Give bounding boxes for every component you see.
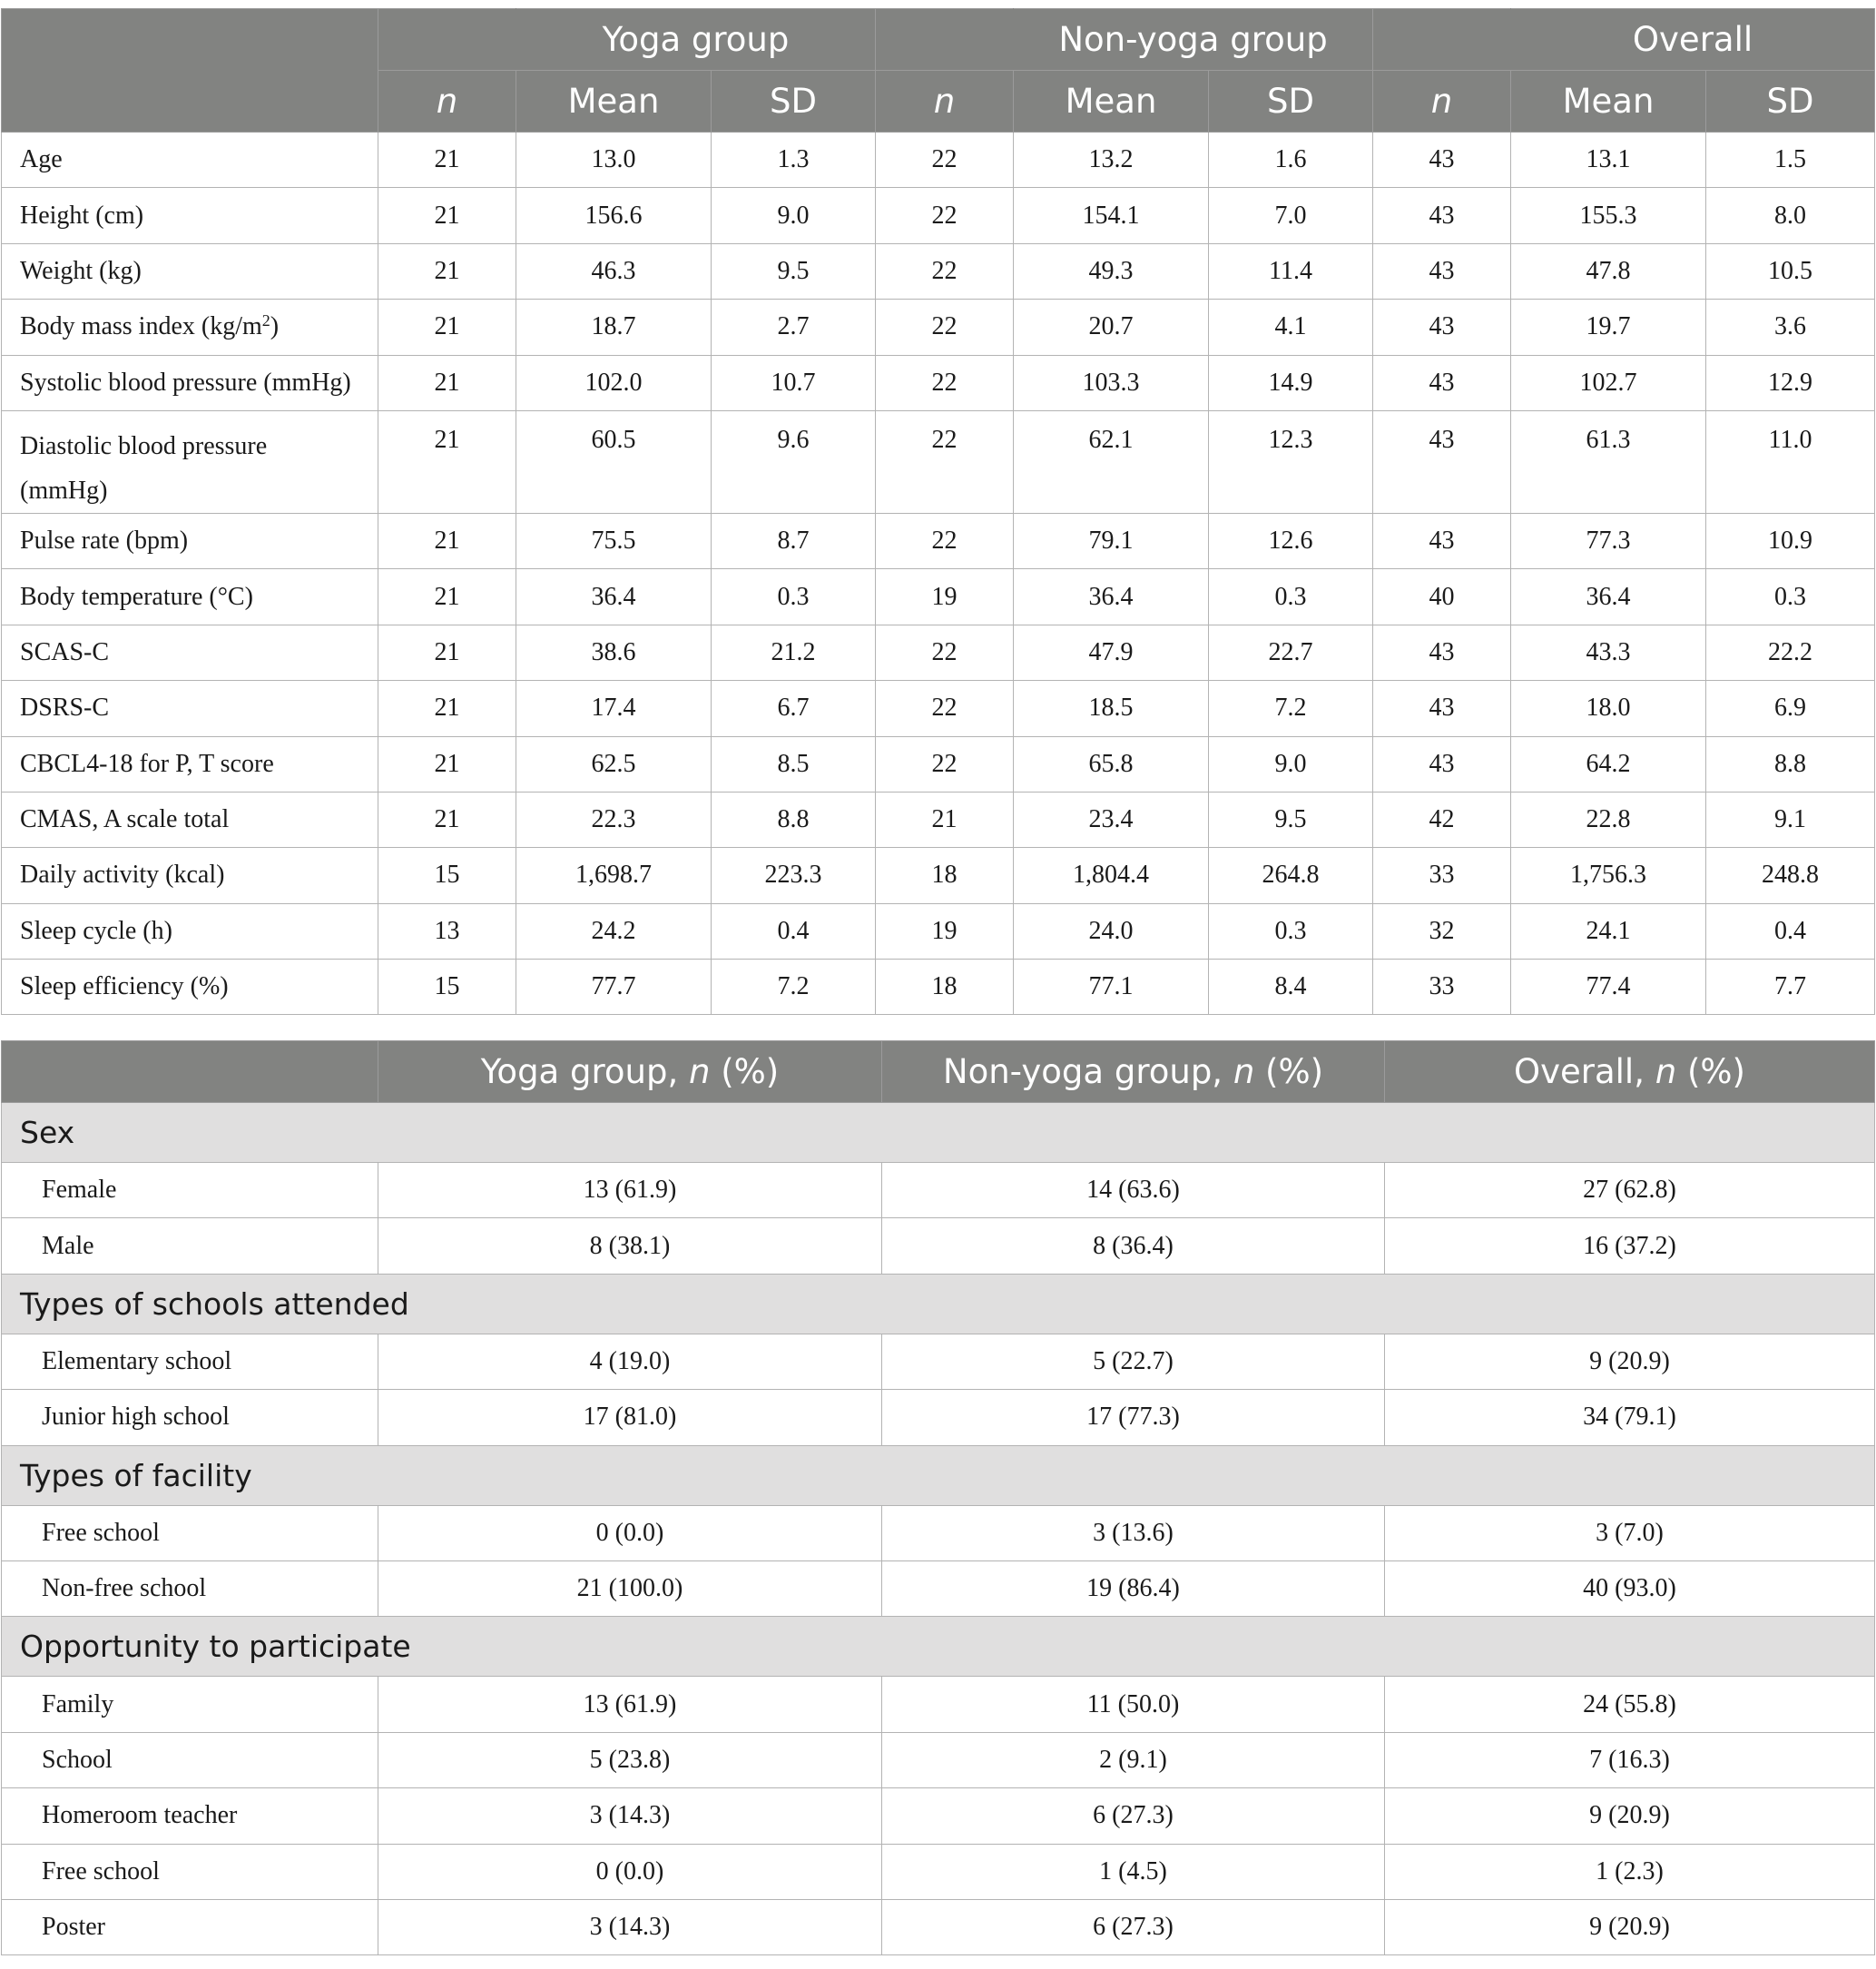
- value-cell: 9 (20.9): [1385, 1899, 1875, 1954]
- value-cell: 4.1: [1209, 300, 1373, 355]
- value-cell: 14 (63.6): [882, 1163, 1385, 1218]
- value-cell: 22: [876, 681, 1014, 736]
- value-cell: 13: [378, 903, 516, 959]
- row-label: Height (cm): [2, 188, 378, 243]
- row-label: Body temperature (°C): [2, 569, 378, 625]
- value-cell: 1 (2.3): [1385, 1844, 1875, 1899]
- row-label: CBCL4-18 for P, T score: [2, 736, 378, 792]
- value-cell: 155.3: [1511, 188, 1706, 243]
- value-cell: 23.4: [1014, 792, 1209, 847]
- value-cell: 3 (14.3): [378, 1899, 882, 1954]
- value-cell: 0.4: [712, 903, 876, 959]
- table-row: [2, 410, 1875, 513]
- value-cell: 43.3: [1511, 625, 1706, 680]
- value-cell: 36.4: [516, 569, 712, 625]
- value-cell: 3 (13.6): [882, 1505, 1385, 1560]
- value-cell: 7.2: [1209, 681, 1373, 736]
- value-cell: 3 (14.3): [378, 1788, 882, 1844]
- value-cell: 103.3: [1014, 355, 1209, 410]
- value-cell: 2 (9.1): [882, 1732, 1385, 1787]
- value-cell: 9.0: [712, 188, 876, 243]
- group-header: Yoga group: [516, 9, 876, 71]
- value-cell: 33: [1373, 960, 1511, 1015]
- group-header: Overall: [1511, 9, 1875, 71]
- value-cell: 1,804.4: [1014, 848, 1209, 903]
- value-cell: 22: [876, 625, 1014, 680]
- row-label: Age: [2, 133, 378, 188]
- table-row: [2, 1505, 1875, 1560]
- value-cell: 10.5: [1706, 243, 1875, 299]
- table-row: [2, 848, 1875, 903]
- value-cell: 24 (55.8): [1385, 1677, 1875, 1732]
- value-cell: 43: [1373, 355, 1511, 410]
- value-cell: 34 (79.1): [1385, 1390, 1875, 1445]
- header-spacer: [876, 9, 1014, 71]
- value-cell: 38.6: [516, 625, 712, 680]
- value-cell: 15: [378, 960, 516, 1015]
- value-cell: 43: [1373, 625, 1511, 680]
- section-title: Types of facility: [2, 1445, 1875, 1505]
- value-cell: 6 (27.3): [882, 1788, 1385, 1844]
- value-cell: 1.3: [712, 133, 876, 188]
- table-row: [2, 1163, 1875, 1218]
- value-cell: 0.3: [1706, 569, 1875, 625]
- value-cell: 43: [1373, 133, 1511, 188]
- value-cell: 18.0: [1511, 681, 1706, 736]
- value-cell: 264.8: [1209, 848, 1373, 903]
- value-cell: 7 (16.3): [1385, 1732, 1875, 1787]
- value-cell: 8.7: [712, 513, 876, 568]
- value-cell: 47.9: [1014, 625, 1209, 680]
- value-cell: 17.4: [516, 681, 712, 736]
- value-cell: 21: [876, 792, 1014, 847]
- table-row: [2, 1899, 1875, 1954]
- value-cell: 7.7: [1706, 960, 1875, 1015]
- value-cell: 0.3: [1209, 903, 1373, 959]
- value-cell: 21: [378, 513, 516, 568]
- table-row: [2, 736, 1875, 792]
- value-cell: 21.2: [712, 625, 876, 680]
- value-cell: 36.4: [1014, 569, 1209, 625]
- table-row: [2, 1677, 1875, 1732]
- value-cell: 77.3: [1511, 513, 1706, 568]
- table-row: [2, 300, 1875, 355]
- value-cell: 14.9: [1209, 355, 1373, 410]
- value-cell: 61.3: [1511, 410, 1706, 513]
- value-cell: 9.5: [712, 243, 876, 299]
- table-row: [2, 355, 1875, 410]
- value-cell: 22.8: [1511, 792, 1706, 847]
- value-cell: 22.3: [516, 792, 712, 847]
- value-cell: 22: [876, 513, 1014, 568]
- value-cell: 22: [876, 300, 1014, 355]
- value-cell: 77.1: [1014, 960, 1209, 1015]
- row-label: Systolic blood pressure (mmHg): [2, 355, 378, 410]
- value-cell: 15: [378, 848, 516, 903]
- value-cell: 20.7: [1014, 300, 1209, 355]
- value-cell: 43: [1373, 513, 1511, 568]
- value-cell: 13.1: [1511, 133, 1706, 188]
- value-cell: 248.8: [1706, 848, 1875, 903]
- value-cell: 77.7: [516, 960, 712, 1015]
- value-cell: 8.0: [1706, 188, 1875, 243]
- value-cell: 21: [378, 625, 516, 680]
- sub-header: Mean: [1014, 71, 1209, 133]
- value-cell: 1,756.3: [1511, 848, 1706, 903]
- value-cell: 77.4: [1511, 960, 1706, 1015]
- value-cell: 5 (23.8): [378, 1732, 882, 1787]
- value-cell: 9.1: [1706, 792, 1875, 847]
- row-label: Free school: [2, 1844, 378, 1899]
- row-label: Junior high school: [2, 1390, 378, 1445]
- value-cell: 12.6: [1209, 513, 1373, 568]
- value-cell: 22: [876, 410, 1014, 513]
- table-row: [2, 1560, 1875, 1616]
- sub-header: Mean: [1511, 71, 1706, 133]
- sub-header: SD: [1209, 71, 1373, 133]
- row-label: Non-free school: [2, 1560, 378, 1616]
- column-header: Non-yoga group, n (%): [882, 1041, 1385, 1103]
- section-header-row: [2, 1274, 1875, 1334]
- demographics-header-row: [2, 1041, 1875, 1103]
- sub-header: SD: [1706, 71, 1875, 133]
- value-cell: 11.0: [1706, 410, 1875, 513]
- value-cell: 18.5: [1014, 681, 1209, 736]
- value-cell: 8.8: [1706, 736, 1875, 792]
- value-cell: 6.7: [712, 681, 876, 736]
- column-header: Overall, n (%): [1385, 1041, 1875, 1103]
- value-cell: 9.6: [712, 410, 876, 513]
- value-cell: 22: [876, 736, 1014, 792]
- row-label: Weight (kg): [2, 243, 378, 299]
- row-label: Elementary school: [2, 1334, 378, 1389]
- value-cell: 47.8: [1511, 243, 1706, 299]
- value-cell: 0.3: [712, 569, 876, 625]
- row-label: Male: [2, 1218, 378, 1274]
- value-cell: 22.7: [1209, 625, 1373, 680]
- value-cell: 102.0: [516, 355, 712, 410]
- value-cell: 156.6: [516, 188, 712, 243]
- value-cell: 13 (61.9): [378, 1677, 882, 1732]
- row-label: Sleep efficiency (%): [2, 960, 378, 1015]
- value-cell: 17 (77.3): [882, 1390, 1385, 1445]
- value-cell: 18: [876, 848, 1014, 903]
- value-cell: 8 (36.4): [882, 1218, 1385, 1274]
- value-cell: 13.2: [1014, 133, 1209, 188]
- value-cell: 21 (100.0): [378, 1560, 882, 1616]
- table-row: [2, 513, 1875, 568]
- value-cell: 0.4: [1706, 903, 1875, 959]
- value-cell: 8.4: [1209, 960, 1373, 1015]
- value-cell: 21: [378, 355, 516, 410]
- value-cell: 0.3: [1209, 569, 1373, 625]
- value-cell: 8.5: [712, 736, 876, 792]
- value-cell: 1.6: [1209, 133, 1373, 188]
- row-label: Family: [2, 1677, 378, 1732]
- value-cell: 11 (50.0): [882, 1677, 1385, 1732]
- value-cell: 62.1: [1014, 410, 1209, 513]
- value-cell: 9 (20.9): [1385, 1334, 1875, 1389]
- row-label: DSRS-C: [2, 681, 378, 736]
- value-cell: 21: [378, 681, 516, 736]
- value-cell: 1,698.7: [516, 848, 712, 903]
- value-cell: 21: [378, 300, 516, 355]
- characteristics-table: [1, 8, 1875, 1015]
- row-label: SCAS-C: [2, 625, 378, 680]
- value-cell: 12.9: [1706, 355, 1875, 410]
- value-cell: 64.2: [1511, 736, 1706, 792]
- table-row: [2, 1732, 1875, 1787]
- value-cell: 19: [876, 569, 1014, 625]
- row-label: Daily activity (kcal): [2, 848, 378, 903]
- section-header-row: [2, 1445, 1875, 1505]
- value-cell: 43: [1373, 736, 1511, 792]
- value-cell: 22.2: [1706, 625, 1875, 680]
- value-cell: 60.5: [516, 410, 712, 513]
- row-label: Homeroom teacher: [2, 1788, 378, 1844]
- row-label: Female: [2, 1163, 378, 1218]
- value-cell: 223.3: [712, 848, 876, 903]
- value-cell: 13.0: [516, 133, 712, 188]
- value-cell: 19.7: [1511, 300, 1706, 355]
- row-label: School: [2, 1732, 378, 1787]
- value-cell: 40: [1373, 569, 1511, 625]
- sub-header: n: [378, 71, 516, 133]
- value-cell: 21: [378, 188, 516, 243]
- value-cell: 21: [378, 133, 516, 188]
- value-cell: 9.5: [1209, 792, 1373, 847]
- value-cell: 12.3: [1209, 410, 1373, 513]
- value-cell: 32: [1373, 903, 1511, 959]
- value-cell: 33: [1373, 848, 1511, 903]
- value-cell: 18.7: [516, 300, 712, 355]
- value-cell: 10.9: [1706, 513, 1875, 568]
- table-row: [2, 1334, 1875, 1389]
- table-row: [2, 1788, 1875, 1844]
- table-row: [2, 133, 1875, 188]
- table-row: [2, 960, 1875, 1015]
- table-row: [2, 1218, 1875, 1274]
- value-cell: 5 (22.7): [882, 1334, 1385, 1389]
- value-cell: 22: [876, 355, 1014, 410]
- value-cell: 21: [378, 736, 516, 792]
- value-cell: 49.3: [1014, 243, 1209, 299]
- table-row: [2, 188, 1875, 243]
- value-cell: 65.8: [1014, 736, 1209, 792]
- value-cell: 43: [1373, 300, 1511, 355]
- value-cell: 11.4: [1209, 243, 1373, 299]
- value-cell: 22: [876, 133, 1014, 188]
- value-cell: 4 (19.0): [378, 1334, 882, 1389]
- value-cell: 24.0: [1014, 903, 1209, 959]
- value-cell: 22: [876, 243, 1014, 299]
- table-row: [2, 625, 1875, 680]
- value-cell: 21: [378, 792, 516, 847]
- sub-header: n: [1373, 71, 1511, 133]
- row-label: Sleep cycle (h): [2, 903, 378, 959]
- value-cell: 17 (81.0): [378, 1390, 882, 1445]
- section-title: Opportunity to participate: [2, 1617, 1875, 1677]
- value-cell: 19: [876, 903, 1014, 959]
- value-cell: 2.7: [712, 300, 876, 355]
- value-cell: 79.1: [1014, 513, 1209, 568]
- sub-header: Mean: [516, 71, 712, 133]
- value-cell: 13 (61.9): [378, 1163, 882, 1218]
- section-title: Types of schools attended: [2, 1274, 1875, 1334]
- value-cell: 21: [378, 410, 516, 513]
- value-cell: 43: [1373, 410, 1511, 513]
- value-cell: 1.5: [1706, 133, 1875, 188]
- table-row: [2, 792, 1875, 847]
- table-row: [2, 681, 1875, 736]
- value-cell: 6 (27.3): [882, 1899, 1385, 1954]
- value-cell: 19 (86.4): [882, 1560, 1385, 1616]
- value-cell: 8.8: [712, 792, 876, 847]
- value-cell: 43: [1373, 681, 1511, 736]
- value-cell: 7.2: [712, 960, 876, 1015]
- value-cell: 102.7: [1511, 355, 1706, 410]
- table-row: [2, 569, 1875, 625]
- value-cell: 24.2: [516, 903, 712, 959]
- value-cell: 10.7: [712, 355, 876, 410]
- header-blank: [2, 1041, 378, 1103]
- value-cell: 154.1: [1014, 188, 1209, 243]
- value-cell: 9.0: [1209, 736, 1373, 792]
- value-cell: 75.5: [516, 513, 712, 568]
- value-cell: 0 (0.0): [378, 1505, 882, 1560]
- row-label: CMAS, A scale total: [2, 792, 378, 847]
- sub-header: n: [876, 71, 1014, 133]
- row-label: Free school: [2, 1505, 378, 1560]
- value-cell: 8 (38.1): [378, 1218, 882, 1274]
- value-cell: 3.6: [1706, 300, 1875, 355]
- value-cell: 9 (20.9): [1385, 1788, 1875, 1844]
- value-cell: 22: [876, 188, 1014, 243]
- header-spacer: [378, 9, 516, 71]
- value-cell: 21: [378, 243, 516, 299]
- value-cell: 36.4: [1511, 569, 1706, 625]
- value-cell: 42: [1373, 792, 1511, 847]
- value-cell: 18: [876, 960, 1014, 1015]
- value-cell: 7.0: [1209, 188, 1373, 243]
- table-row: [2, 1390, 1875, 1445]
- group-header: Non-yoga group: [1014, 9, 1373, 71]
- demographics-table: [1, 1040, 1875, 1955]
- value-cell: 1 (4.5): [882, 1844, 1385, 1899]
- column-header: Yoga group, n (%): [378, 1041, 882, 1103]
- group-header-row: [2, 9, 1875, 71]
- value-cell: 43: [1373, 243, 1511, 299]
- table-row: [2, 1844, 1875, 1899]
- header-blank: [2, 9, 378, 133]
- section-header-row: [2, 1617, 1875, 1677]
- value-cell: 0 (0.0): [378, 1844, 882, 1899]
- value-cell: 24.1: [1511, 903, 1706, 959]
- value-cell: 46.3: [516, 243, 712, 299]
- row-label: Body mass index $(kg/m^2)$: [2, 300, 378, 355]
- value-cell: 27 (62.8): [1385, 1163, 1875, 1218]
- value-cell: 40 (93.0): [1385, 1560, 1875, 1616]
- table-row: [2, 243, 1875, 299]
- sub-header: SD: [712, 71, 876, 133]
- value-cell: 3 (7.0): [1385, 1505, 1875, 1560]
- header-spacer: [1373, 9, 1511, 71]
- row-label: Poster: [2, 1899, 378, 1954]
- value-cell: 62.5: [516, 736, 712, 792]
- value-cell: 43: [1373, 188, 1511, 243]
- value-cell: 16 (37.2): [1385, 1218, 1875, 1274]
- table-row: [2, 903, 1875, 959]
- section-header-row: [2, 1103, 1875, 1163]
- row-label: Pulse rate (bpm): [2, 513, 378, 568]
- section-title: Sex: [2, 1103, 1875, 1163]
- value-cell: 21: [378, 569, 516, 625]
- row-label: Diastolic blood pressure (mmHg): [2, 410, 378, 513]
- value-cell: 6.9: [1706, 681, 1875, 736]
